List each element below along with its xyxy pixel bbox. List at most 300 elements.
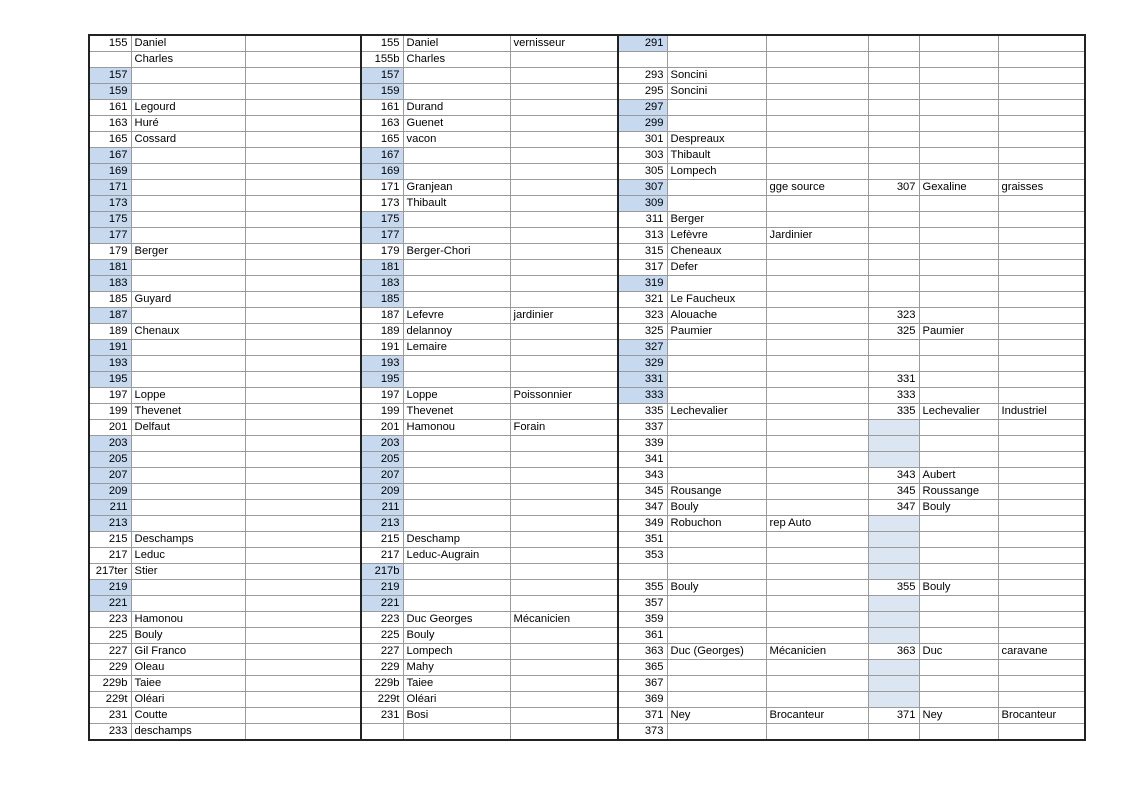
text-cell[interactable] — [245, 260, 361, 276]
text-cell[interactable]: Paumier — [667, 324, 766, 340]
text-cell[interactable] — [998, 596, 1085, 612]
text-cell[interactable] — [245, 452, 361, 468]
text-cell[interactable] — [667, 468, 766, 484]
house-number-cell[interactable] — [868, 292, 919, 308]
text-cell[interactable] — [766, 436, 868, 452]
house-number-cell[interactable]: 169 — [89, 164, 131, 180]
house-number-cell[interactable]: 217ter — [89, 564, 131, 580]
text-cell[interactable]: Bouly — [131, 628, 245, 644]
text-cell[interactable]: Lechevalier — [667, 404, 766, 420]
text-cell[interactable] — [245, 708, 361, 724]
text-cell[interactable]: Roussange — [919, 484, 998, 500]
text-cell[interactable] — [245, 100, 361, 116]
house-number-cell[interactable] — [868, 596, 919, 612]
house-number-cell[interactable]: 339 — [618, 436, 667, 452]
text-cell[interactable] — [766, 692, 868, 708]
text-cell[interactable] — [919, 660, 998, 676]
text-cell[interactable]: caravane — [998, 644, 1085, 660]
house-number-cell[interactable]: 205 — [89, 452, 131, 468]
house-number-cell[interactable]: 171 — [89, 180, 131, 196]
text-cell[interactable] — [245, 388, 361, 404]
text-cell[interactable] — [998, 500, 1085, 516]
text-cell[interactable] — [245, 644, 361, 660]
house-number-cell[interactable]: 327 — [618, 340, 667, 356]
text-cell[interactable] — [510, 724, 618, 741]
text-cell[interactable]: Oléari — [131, 692, 245, 708]
text-cell[interactable] — [510, 484, 618, 500]
text-cell[interactable] — [245, 580, 361, 596]
house-number-cell[interactable]: 217b — [361, 564, 403, 580]
text-cell[interactable] — [131, 340, 245, 356]
text-cell[interactable] — [919, 420, 998, 436]
text-cell[interactable] — [667, 676, 766, 692]
house-number-cell[interactable] — [618, 564, 667, 580]
house-number-cell[interactable] — [868, 548, 919, 564]
text-cell[interactable]: Gil Franco — [131, 644, 245, 660]
house-number-cell[interactable]: 301 — [618, 132, 667, 148]
text-cell[interactable] — [510, 116, 618, 132]
house-number-cell[interactable]: 221 — [361, 596, 403, 612]
text-cell[interactable] — [245, 324, 361, 340]
text-cell[interactable] — [766, 132, 868, 148]
text-cell[interactable] — [245, 196, 361, 212]
text-cell[interactable]: Gexaline — [919, 180, 998, 196]
house-number-cell[interactable]: 325 — [868, 324, 919, 340]
house-number-cell[interactable] — [868, 628, 919, 644]
text-cell[interactable]: Duc (Georges) — [667, 644, 766, 660]
house-number-cell[interactable]: 229t — [89, 692, 131, 708]
text-cell[interactable]: Alouache — [667, 308, 766, 324]
text-cell[interactable] — [510, 468, 618, 484]
text-cell[interactable] — [766, 340, 868, 356]
text-cell[interactable] — [667, 276, 766, 292]
text-cell[interactable] — [667, 388, 766, 404]
text-cell[interactable] — [766, 660, 868, 676]
house-number-cell[interactable]: 187 — [361, 308, 403, 324]
text-cell[interactable] — [510, 260, 618, 276]
house-number-cell[interactable] — [868, 340, 919, 356]
text-cell[interactable] — [245, 308, 361, 324]
house-number-cell[interactable]: 219 — [361, 580, 403, 596]
text-cell[interactable]: Daniel — [403, 35, 510, 52]
text-cell[interactable] — [403, 596, 510, 612]
text-cell[interactable] — [998, 340, 1085, 356]
house-number-cell[interactable]: 215 — [89, 532, 131, 548]
house-number-cell[interactable] — [868, 356, 919, 372]
text-cell[interactable] — [766, 35, 868, 52]
text-cell[interactable]: Loppe — [131, 388, 245, 404]
text-cell[interactable] — [919, 308, 998, 324]
text-cell[interactable]: deschamps — [131, 724, 245, 741]
house-number-cell[interactable]: 193 — [89, 356, 131, 372]
house-number-cell[interactable] — [868, 532, 919, 548]
house-number-cell[interactable]: 173 — [361, 196, 403, 212]
text-cell[interactable] — [245, 340, 361, 356]
house-number-cell[interactable]: 187 — [89, 308, 131, 324]
house-number-cell[interactable]: 215 — [361, 532, 403, 548]
text-cell[interactable]: Aubert — [919, 468, 998, 484]
text-cell[interactable] — [245, 612, 361, 628]
house-number-cell[interactable]: 177 — [361, 228, 403, 244]
text-cell[interactable]: Berger-Chori — [403, 244, 510, 260]
text-cell[interactable]: Forain — [510, 420, 618, 436]
house-number-cell[interactable]: 169 — [361, 164, 403, 180]
text-cell[interactable] — [998, 116, 1085, 132]
text-cell[interactable]: Delfaut — [131, 420, 245, 436]
text-cell[interactable] — [245, 292, 361, 308]
house-number-cell[interactable]: 335 — [618, 404, 667, 420]
house-number-cell[interactable]: 181 — [89, 260, 131, 276]
house-number-cell[interactable] — [361, 724, 403, 741]
house-number-cell[interactable]: 177 — [89, 228, 131, 244]
text-cell[interactable] — [667, 116, 766, 132]
house-number-cell[interactable]: 297 — [618, 100, 667, 116]
text-cell[interactable] — [998, 196, 1085, 212]
text-cell[interactable] — [919, 196, 998, 212]
house-number-cell[interactable] — [868, 692, 919, 708]
text-cell[interactable]: Bouly — [667, 500, 766, 516]
house-number-cell[interactable]: 361 — [618, 628, 667, 644]
house-number-cell[interactable]: 175 — [89, 212, 131, 228]
text-cell[interactable] — [510, 100, 618, 116]
text-cell[interactable]: gge source — [766, 180, 868, 196]
house-number-cell[interactable]: 163 — [89, 116, 131, 132]
house-number-cell[interactable]: 355 — [868, 580, 919, 596]
text-cell[interactable] — [510, 372, 618, 388]
text-cell[interactable] — [245, 228, 361, 244]
text-cell[interactable] — [245, 132, 361, 148]
text-cell[interactable]: Lechevalier — [919, 404, 998, 420]
house-number-cell[interactable]: 225 — [361, 628, 403, 644]
text-cell[interactable] — [667, 436, 766, 452]
text-cell[interactable] — [667, 180, 766, 196]
text-cell[interactable]: rep Auto — [766, 516, 868, 532]
house-number-cell[interactable]: 231 — [361, 708, 403, 724]
text-cell[interactable] — [919, 356, 998, 372]
house-number-cell[interactable]: 357 — [618, 596, 667, 612]
text-cell[interactable] — [510, 244, 618, 260]
text-cell[interactable] — [919, 68, 998, 84]
house-number-cell[interactable] — [868, 244, 919, 260]
house-number-cell[interactable]: 305 — [618, 164, 667, 180]
text-cell[interactable] — [510, 324, 618, 340]
text-cell[interactable]: Cheneaux — [667, 244, 766, 260]
text-cell[interactable] — [919, 596, 998, 612]
house-number-cell[interactable] — [868, 196, 919, 212]
text-cell[interactable] — [998, 308, 1085, 324]
text-cell[interactable] — [131, 84, 245, 100]
text-cell[interactable] — [998, 580, 1085, 596]
text-cell[interactable]: Bosi — [403, 708, 510, 724]
text-cell[interactable] — [245, 564, 361, 580]
text-cell[interactable] — [245, 404, 361, 420]
text-cell[interactable] — [403, 452, 510, 468]
text-cell[interactable] — [998, 420, 1085, 436]
text-cell[interactable] — [510, 452, 618, 468]
text-cell[interactable] — [403, 164, 510, 180]
text-cell[interactable]: Lompech — [403, 644, 510, 660]
text-cell[interactable] — [667, 628, 766, 644]
house-number-cell[interactable]: 323 — [868, 308, 919, 324]
house-number-cell[interactable]: 331 — [868, 372, 919, 388]
house-number-cell[interactable]: 371 — [868, 708, 919, 724]
text-cell[interactable] — [766, 724, 868, 741]
text-cell[interactable] — [403, 516, 510, 532]
text-cell[interactable] — [998, 372, 1085, 388]
house-number-cell[interactable]: 333 — [868, 388, 919, 404]
text-cell[interactable] — [245, 724, 361, 741]
text-cell[interactable] — [919, 116, 998, 132]
house-number-cell[interactable]: 157 — [361, 68, 403, 84]
text-cell[interactable]: Thibault — [667, 148, 766, 164]
text-cell[interactable] — [131, 500, 245, 516]
text-cell[interactable]: Soncini — [667, 68, 766, 84]
house-number-cell[interactable] — [868, 84, 919, 100]
house-number-cell[interactable]: 179 — [89, 244, 131, 260]
text-cell[interactable] — [510, 708, 618, 724]
text-cell[interactable]: Robuchon — [667, 516, 766, 532]
text-cell[interactable] — [245, 596, 361, 612]
text-cell[interactable]: Loppe — [403, 388, 510, 404]
house-number-cell[interactable] — [868, 35, 919, 52]
text-cell[interactable]: Bouly — [403, 628, 510, 644]
text-cell[interactable]: Ney — [667, 708, 766, 724]
house-number-cell[interactable]: 207 — [361, 468, 403, 484]
text-cell[interactable]: Huré — [131, 116, 245, 132]
text-cell[interactable] — [403, 468, 510, 484]
text-cell[interactable] — [131, 436, 245, 452]
text-cell[interactable] — [245, 356, 361, 372]
house-number-cell[interactable]: 367 — [618, 676, 667, 692]
text-cell[interactable] — [403, 356, 510, 372]
text-cell[interactable] — [998, 692, 1085, 708]
text-cell[interactable]: delannoy — [403, 324, 510, 340]
house-number-cell[interactable]: 225 — [89, 628, 131, 644]
text-cell[interactable] — [510, 84, 618, 100]
text-cell[interactable] — [245, 484, 361, 500]
text-cell[interactable]: Lemaire — [403, 340, 510, 356]
text-cell[interactable] — [766, 324, 868, 340]
house-number-cell[interactable] — [868, 212, 919, 228]
house-number-cell[interactable]: 353 — [618, 548, 667, 564]
text-cell[interactable] — [998, 68, 1085, 84]
text-cell[interactable] — [131, 596, 245, 612]
house-number-cell[interactable]: 207 — [89, 468, 131, 484]
text-cell[interactable] — [245, 244, 361, 260]
text-cell[interactable]: Durand — [403, 100, 510, 116]
house-number-cell[interactable]: 369 — [618, 692, 667, 708]
text-cell[interactable] — [403, 580, 510, 596]
text-cell[interactable] — [403, 292, 510, 308]
house-number-cell[interactable]: 175 — [361, 212, 403, 228]
house-number-cell[interactable]: 325 — [618, 324, 667, 340]
house-number-cell[interactable]: 219 — [89, 580, 131, 596]
text-cell[interactable] — [131, 228, 245, 244]
text-cell[interactable] — [919, 548, 998, 564]
house-number-cell[interactable]: 355 — [618, 580, 667, 596]
text-cell[interactable] — [766, 68, 868, 84]
text-cell[interactable]: Thibault — [403, 196, 510, 212]
text-cell[interactable] — [998, 100, 1085, 116]
house-number-cell[interactable] — [868, 724, 919, 741]
text-cell[interactable] — [510, 180, 618, 196]
text-cell[interactable] — [998, 564, 1085, 580]
house-number-cell[interactable]: 343 — [618, 468, 667, 484]
text-cell[interactable]: Duc — [919, 644, 998, 660]
text-cell[interactable] — [998, 324, 1085, 340]
text-cell[interactable] — [919, 84, 998, 100]
text-cell[interactable]: Hamonou — [131, 612, 245, 628]
text-cell[interactable] — [766, 484, 868, 500]
house-number-cell[interactable]: 371 — [618, 708, 667, 724]
text-cell[interactable] — [998, 548, 1085, 564]
house-number-cell[interactable] — [868, 116, 919, 132]
house-number-cell[interactable]: 231 — [89, 708, 131, 724]
house-number-cell[interactable]: 155 — [89, 35, 131, 52]
house-number-cell[interactable]: 229b — [89, 676, 131, 692]
text-cell[interactable]: graisses — [998, 180, 1085, 196]
house-number-cell[interactable]: 199 — [89, 404, 131, 420]
house-number-cell[interactable]: 197 — [89, 388, 131, 404]
text-cell[interactable]: Despreaux — [667, 132, 766, 148]
house-number-cell[interactable]: 221 — [89, 596, 131, 612]
house-number-cell[interactable]: 209 — [89, 484, 131, 500]
text-cell[interactable] — [919, 692, 998, 708]
text-cell[interactable] — [403, 212, 510, 228]
text-cell[interactable] — [919, 676, 998, 692]
house-number-cell[interactable]: 229b — [361, 676, 403, 692]
house-number-cell[interactable] — [868, 68, 919, 84]
text-cell[interactable] — [245, 164, 361, 180]
text-cell[interactable] — [245, 148, 361, 164]
text-cell[interactable] — [667, 564, 766, 580]
text-cell[interactable] — [766, 52, 868, 68]
text-cell[interactable] — [998, 628, 1085, 644]
house-number-cell[interactable] — [868, 516, 919, 532]
text-cell[interactable] — [667, 340, 766, 356]
text-cell[interactable] — [766, 212, 868, 228]
house-number-cell[interactable]: 299 — [618, 116, 667, 132]
text-cell[interactable] — [766, 148, 868, 164]
text-cell[interactable] — [998, 244, 1085, 260]
house-number-cell[interactable]: 203 — [361, 436, 403, 452]
text-cell[interactable] — [245, 276, 361, 292]
house-number-cell[interactable]: 329 — [618, 356, 667, 372]
text-cell[interactable]: Leduc — [131, 548, 245, 564]
text-cell[interactable]: Leduc-Augrain — [403, 548, 510, 564]
house-number-cell[interactable]: 161 — [361, 100, 403, 116]
text-cell[interactable] — [766, 452, 868, 468]
text-cell[interactable] — [667, 548, 766, 564]
text-cell[interactable] — [919, 340, 998, 356]
text-cell[interactable]: Cossard — [131, 132, 245, 148]
text-cell[interactable] — [245, 84, 361, 100]
house-number-cell[interactable] — [89, 52, 131, 68]
text-cell[interactable] — [510, 644, 618, 660]
house-number-cell[interactable] — [868, 52, 919, 68]
house-number-cell[interactable]: 373 — [618, 724, 667, 741]
house-number-cell[interactable]: 229 — [89, 660, 131, 676]
text-cell[interactable] — [766, 628, 868, 644]
text-cell[interactable] — [510, 660, 618, 676]
text-cell[interactable]: Soncini — [667, 84, 766, 100]
text-cell[interactable] — [510, 580, 618, 596]
house-number-cell[interactable]: 309 — [618, 196, 667, 212]
house-number-cell[interactable] — [868, 148, 919, 164]
house-number-cell[interactable]: 323 — [618, 308, 667, 324]
house-number-cell[interactable]: 197 — [361, 388, 403, 404]
text-cell[interactable] — [667, 372, 766, 388]
text-cell[interactable] — [766, 244, 868, 260]
text-cell[interactable] — [131, 164, 245, 180]
text-cell[interactable] — [403, 372, 510, 388]
text-cell[interactable] — [766, 372, 868, 388]
text-cell[interactable]: Deschamps — [131, 532, 245, 548]
text-cell[interactable] — [998, 516, 1085, 532]
house-number-cell[interactable]: 171 — [361, 180, 403, 196]
text-cell[interactable] — [667, 420, 766, 436]
text-cell[interactable] — [245, 116, 361, 132]
text-cell[interactable] — [403, 724, 510, 741]
text-cell[interactable]: Jardinier — [766, 228, 868, 244]
house-number-cell[interactable]: 295 — [618, 84, 667, 100]
text-cell[interactable] — [766, 420, 868, 436]
text-cell[interactable]: Oleau — [131, 660, 245, 676]
text-cell[interactable] — [998, 52, 1085, 68]
house-number-cell[interactable]: 189 — [89, 324, 131, 340]
house-number-cell[interactable]: 163 — [361, 116, 403, 132]
house-number-cell[interactable]: 345 — [868, 484, 919, 500]
text-cell[interactable] — [766, 292, 868, 308]
text-cell[interactable]: Charles — [403, 52, 510, 68]
house-number-cell[interactable]: 227 — [361, 644, 403, 660]
house-number-cell[interactable] — [868, 100, 919, 116]
text-cell[interactable] — [510, 628, 618, 644]
house-number-cell[interactable]: 201 — [89, 420, 131, 436]
text-cell[interactable] — [919, 452, 998, 468]
text-cell[interactable]: Oléari — [403, 692, 510, 708]
house-number-cell[interactable]: 213 — [89, 516, 131, 532]
text-cell[interactable] — [667, 100, 766, 116]
text-cell[interactable] — [245, 692, 361, 708]
text-cell[interactable] — [998, 676, 1085, 692]
text-cell[interactable]: Duc Georges — [403, 612, 510, 628]
house-number-cell[interactable]: 217 — [361, 548, 403, 564]
house-number-cell[interactable]: 291 — [618, 35, 667, 52]
house-number-cell[interactable]: 161 — [89, 100, 131, 116]
house-number-cell[interactable]: 347 — [868, 500, 919, 516]
text-cell[interactable] — [510, 292, 618, 308]
text-cell[interactable]: Thevenet — [403, 404, 510, 420]
text-cell[interactable] — [998, 452, 1085, 468]
text-cell[interactable]: vacon — [403, 132, 510, 148]
text-cell[interactable] — [131, 580, 245, 596]
text-cell[interactable]: Guyard — [131, 292, 245, 308]
text-cell[interactable]: Daniel — [131, 35, 245, 52]
text-cell[interactable] — [510, 356, 618, 372]
text-cell[interactable] — [667, 596, 766, 612]
house-number-cell[interactable] — [868, 676, 919, 692]
text-cell[interactable] — [510, 340, 618, 356]
text-cell[interactable] — [998, 724, 1085, 741]
text-cell[interactable] — [131, 196, 245, 212]
text-cell[interactable] — [403, 260, 510, 276]
text-cell[interactable] — [667, 452, 766, 468]
text-cell[interactable] — [245, 548, 361, 564]
text-cell[interactable] — [766, 500, 868, 516]
text-cell[interactable] — [919, 436, 998, 452]
house-number-cell[interactable]: 331 — [618, 372, 667, 388]
